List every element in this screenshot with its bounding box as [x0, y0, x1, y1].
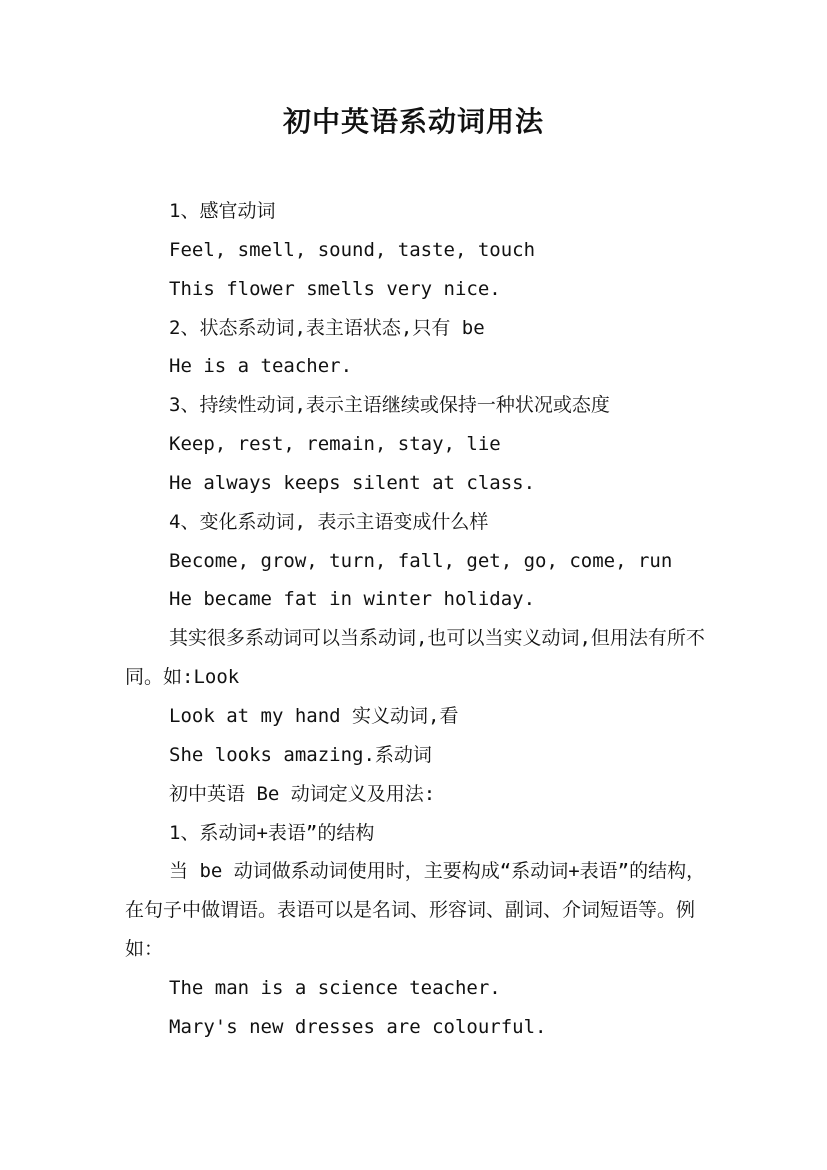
paragraph: 当 be 动词做系动词使用时，主要构成“系动词+表语”的结构，在句子中做谓语。表语可以是名词、形容词、副词、介词短语等。例如：: [125, 860, 706, 961]
text-line: 初中英语 Be 动词定义及用法:: [169, 782, 436, 805]
text-line: 1、系动词+表语”的结构: [169, 821, 375, 844]
text-line: This flower smells very nice.: [169, 277, 501, 300]
text-line: She looks amazing.系动词: [169, 743, 432, 766]
text-line: 4、变化系动词, 表示主语变成什么样: [169, 510, 489, 533]
text-line: Mary's new dresses are colourful.: [169, 1015, 547, 1038]
paragraph: 其实很多系动词可以当系动词,也可以当实义动词,但用法有所不同。如:Look: [125, 627, 705, 689]
document-body: [125, 192, 715, 1047]
text-line: 1、感官动词: [169, 200, 276, 222]
text-line: 2、状态系动词,表主语状态,只有 be: [169, 316, 485, 339]
text-line: Feel, smell, sound, taste, touch: [169, 238, 536, 261]
text-line: He always keeps silent at class.: [169, 471, 536, 494]
text-line: The man is a science teacher.: [169, 976, 501, 999]
text-line: Become, grow, turn, fall, get, go, come, run: [169, 549, 673, 572]
text-line: Keep, rest, remain, stay, lie: [169, 433, 501, 456]
text-line: He became fat in winter holiday.: [169, 588, 536, 611]
text-line: He is a teacher.: [169, 355, 353, 378]
text-line: 3、持续性动词,表示主语继续或保持一种状况或态度: [169, 394, 610, 417]
document-title: 初中英语系动词用法: [282, 105, 544, 138]
text-line: Look at my hand 实义动词,看: [169, 704, 459, 727]
